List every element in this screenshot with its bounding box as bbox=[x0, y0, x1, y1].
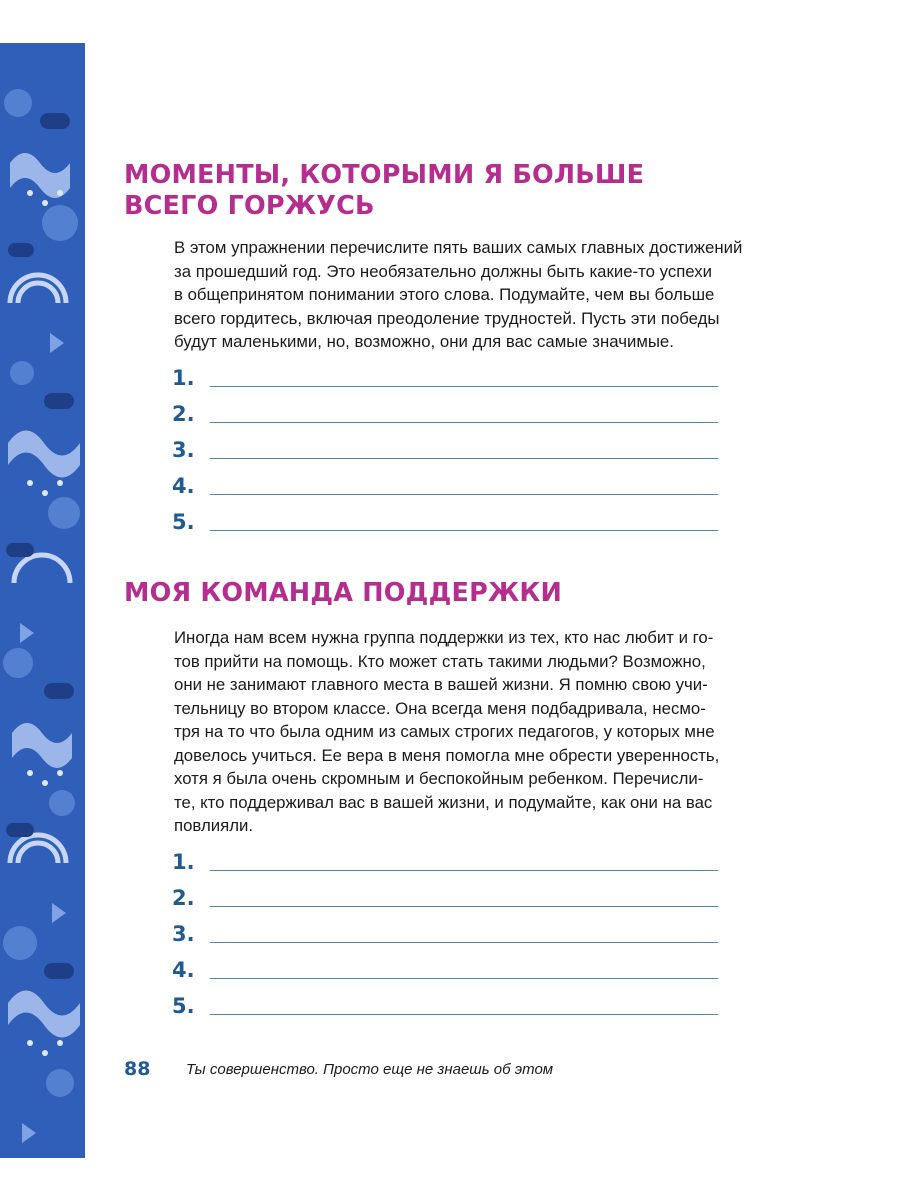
item-number: 3. bbox=[172, 438, 195, 462]
paragraph-line: Иногда нам всем нужна группа поддержки из тех, кто нас любит и го- bbox=[174, 628, 714, 647]
paragraph-line: те, кто поддерживал вас в вашей жизни, и подумайте, как они на вас bbox=[174, 792, 713, 812]
item-number: 1. bbox=[172, 366, 195, 390]
paragraph-line: тов прийти на помощь. Кто может стать такими людьми? Возможно, bbox=[174, 651, 706, 671]
item-number: 4. bbox=[172, 474, 195, 498]
fill-row bbox=[172, 498, 718, 534]
section1-title-line: МОМЕНТЫ, КОТОРЫМИ Я БОЛЬШЕ bbox=[124, 160, 645, 190]
page-number: 88 bbox=[124, 1058, 151, 1080]
paragraph-line: довелось учиться. Ее вера в меня помогла мне обрести уверенность, bbox=[174, 745, 720, 765]
section2-paragraph bbox=[174, 626, 774, 838]
item-number: 4. bbox=[172, 958, 195, 982]
write-in-line[interactable] bbox=[210, 530, 718, 531]
paragraph-line: В этом упражнении перечислите пять ваших самых главных достижений bbox=[174, 238, 743, 257]
paragraph-line: за прошедший год. Это необязательно должны быть какие-то успехи bbox=[174, 261, 713, 281]
item-number: 2. bbox=[172, 402, 195, 426]
decorative-side-strip bbox=[0, 43, 85, 1158]
paragraph-line: они не занимают главного места в вашей жизни. Я помню свою учи- bbox=[174, 675, 708, 694]
fill-row bbox=[172, 874, 718, 910]
paragraph-line: тельницу во втором классе. Она всегда меня подбадривала, несмо- bbox=[174, 698, 706, 718]
fill-row bbox=[172, 946, 718, 982]
write-in-line[interactable] bbox=[210, 978, 718, 979]
write-in-line[interactable] bbox=[210, 386, 718, 387]
paragraph-line: будут маленькими, но, возможно, они для вас самые значимые. bbox=[174, 332, 674, 351]
fill-row bbox=[172, 390, 718, 426]
fill-row bbox=[172, 982, 718, 1018]
running-title: Ты совершенство. Просто еще не знаешь об этом bbox=[186, 1061, 554, 1078]
write-in-line[interactable] bbox=[210, 906, 718, 907]
write-in-line[interactable] bbox=[210, 494, 718, 495]
section1-paragraph bbox=[174, 236, 774, 354]
paragraph-line: повлияли. bbox=[174, 816, 254, 835]
section2-title bbox=[124, 578, 562, 609]
write-in-line[interactable] bbox=[210, 458, 718, 459]
item-number: 3. bbox=[172, 922, 195, 946]
item-number: 1. bbox=[172, 850, 195, 874]
section1-title bbox=[124, 160, 644, 222]
fill-row bbox=[172, 910, 718, 946]
write-in-line[interactable] bbox=[210, 942, 718, 943]
write-in-line[interactable] bbox=[210, 1014, 718, 1015]
section1-fill-list bbox=[172, 354, 718, 534]
paragraph-line: всего гордитесь, включая преодоление трудностей. Пусть эти победы bbox=[174, 308, 720, 328]
item-number: 5. bbox=[172, 994, 195, 1018]
fill-row bbox=[172, 838, 718, 874]
paragraph-line: в общепринятом понимании этого слова. Подумайте, чем вы больше bbox=[174, 285, 715, 304]
item-number: 5. bbox=[172, 510, 195, 534]
fill-row bbox=[172, 426, 718, 462]
fill-row bbox=[172, 462, 718, 498]
section2-fill-list bbox=[172, 838, 718, 1018]
item-number: 2. bbox=[172, 886, 195, 910]
paragraph-line: хотя я была очень скромным и беспокойным ребенком. Перечисли- bbox=[174, 769, 704, 788]
paragraph-line: тря на то что была одним из самых строгих педагогов, у которых мне bbox=[174, 722, 715, 741]
fill-row bbox=[172, 354, 718, 390]
write-in-line[interactable] bbox=[210, 422, 718, 423]
write-in-line[interactable] bbox=[210, 870, 718, 871]
section2-title-line: МОЯ КОМАНДА ПОДДЕРЖКИ bbox=[124, 578, 563, 608]
section1-title-line: ВСЕГО ГОРЖУСЬ bbox=[124, 191, 375, 221]
